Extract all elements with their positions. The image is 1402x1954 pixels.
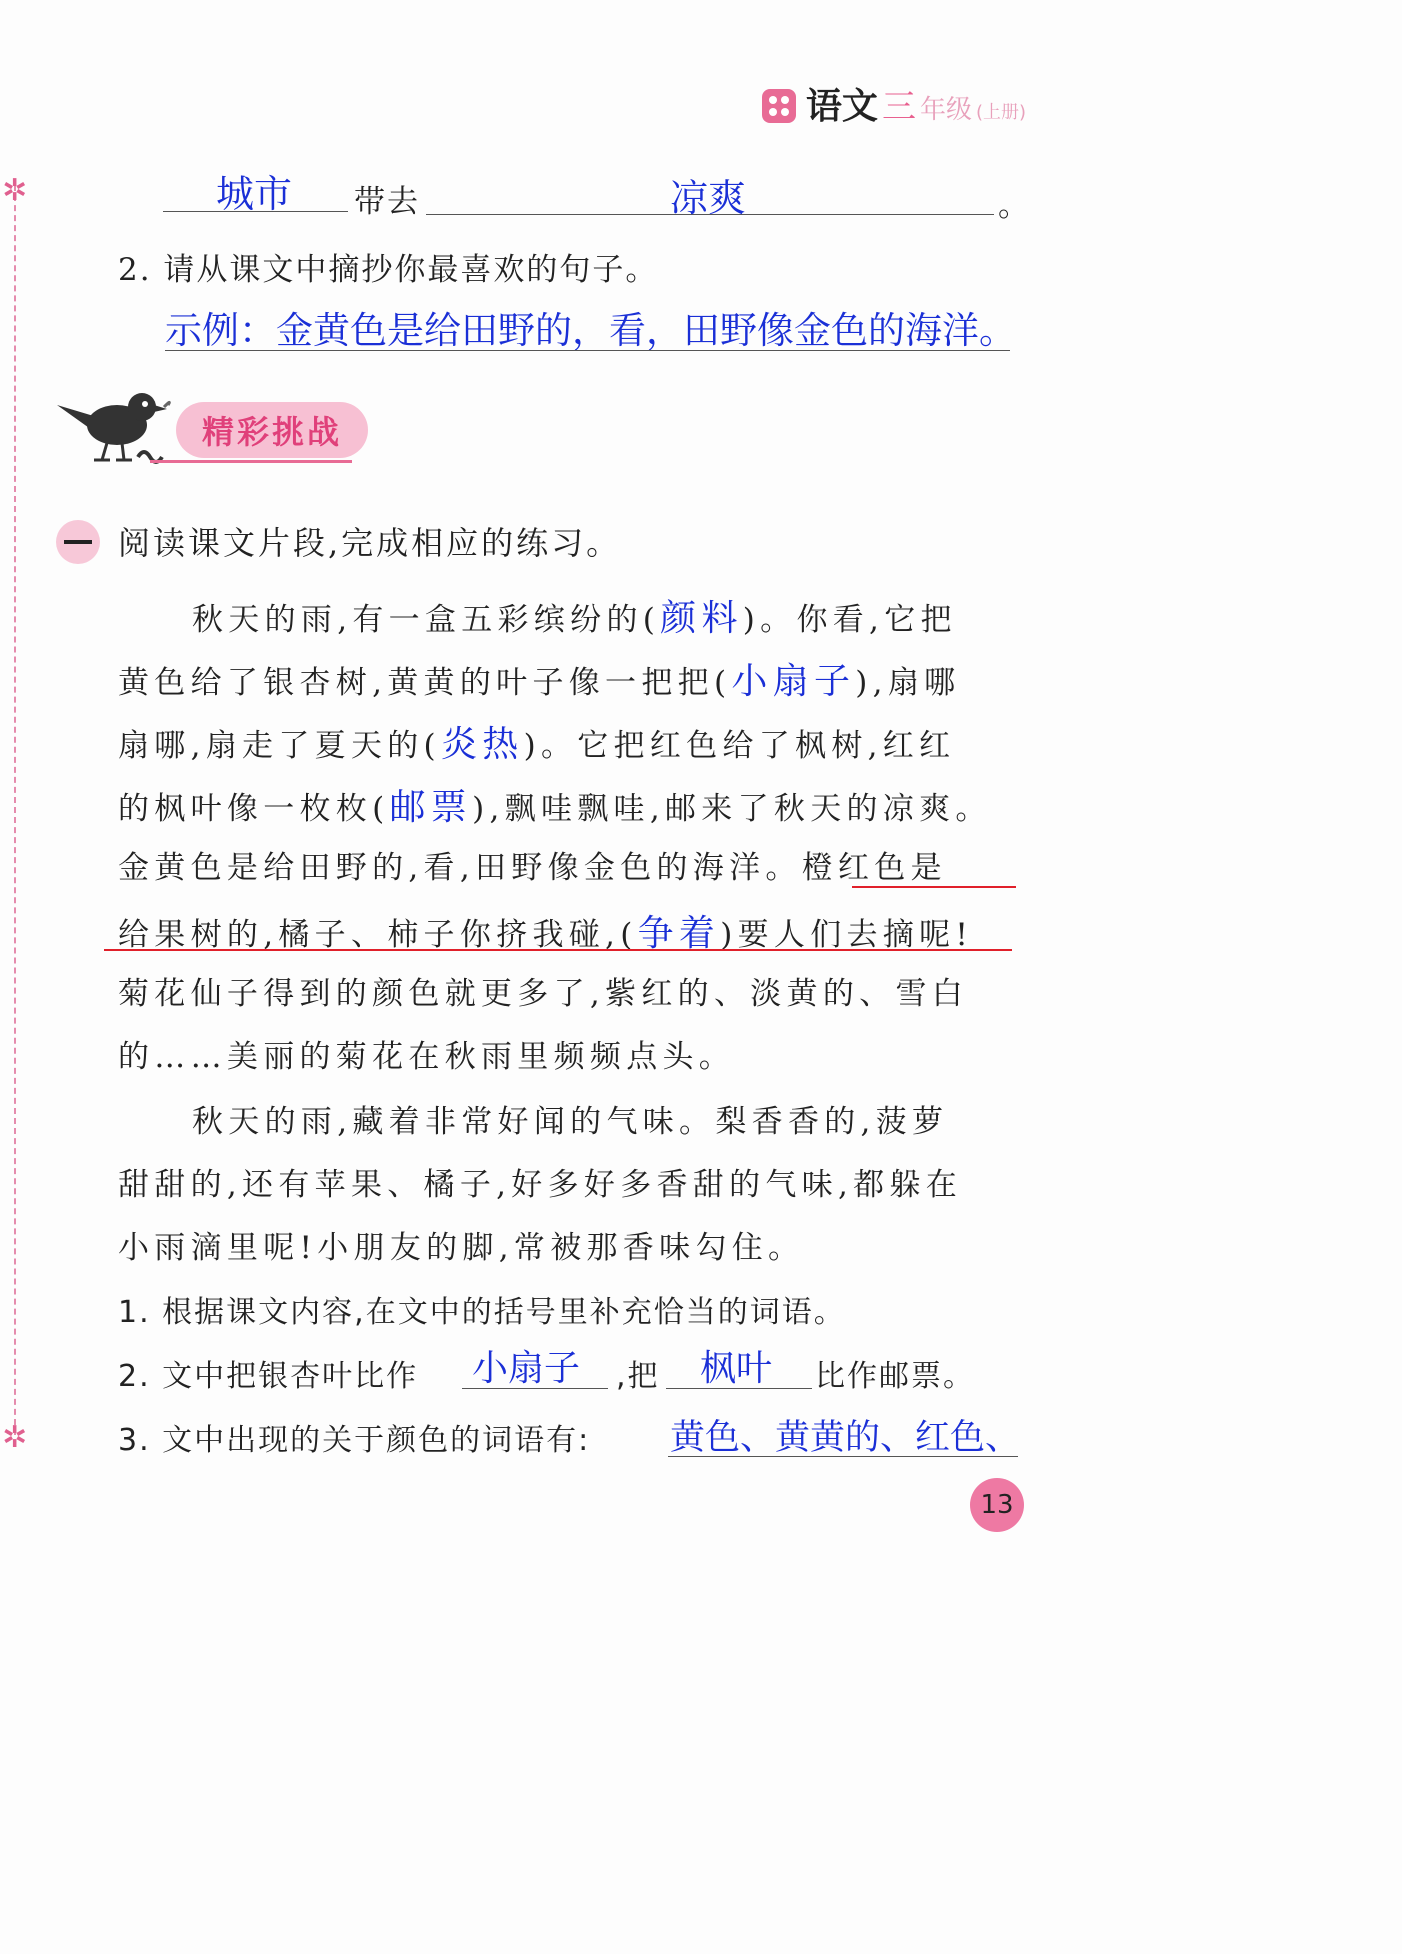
- period: 。: [998, 188, 1031, 224]
- section-instruction: 阅读课文片段,完成相应的练习。: [118, 524, 622, 562]
- passage-line: 秋天的雨,有一盒五彩缤纷的(颜料)。你看,它把: [192, 598, 957, 639]
- question-2-end: 比作邮票。: [815, 1359, 975, 1394]
- passage-line: 金黄色是给田野的,看,田野像金色的海洋。橙红色是: [118, 850, 947, 886]
- challenge-banner: 精彩挑战: [176, 402, 368, 458]
- blank-answer: 邮票: [389, 787, 473, 828]
- header-grade-number: 三: [881, 87, 916, 127]
- blank-answer: 争着: [637, 913, 721, 954]
- answer-fan: 小扇子: [472, 1348, 581, 1389]
- question-2-text: 2. 文中把银杏叶比作: [118, 1359, 419, 1394]
- page-number: 13: [970, 1478, 1024, 1532]
- blank-answer: 小扇子: [731, 661, 856, 702]
- header-subject: 语文: [805, 86, 878, 127]
- challenge-underline: [150, 460, 352, 463]
- question-1: 1. 根据课文内容,在文中的括号里补充恰当的词语。: [118, 1295, 846, 1330]
- passage-line: 菊花仙子得到的颜色就更多了,紫红的、淡黄的、雪白: [118, 976, 969, 1012]
- passage-line: 秋天的雨,藏着非常好闻的气味。梨香香的,菠萝: [192, 1104, 949, 1140]
- blank-answer: 颜料: [660, 598, 743, 639]
- question-3: 3. 文中出现的关于颜色的词语有:: [118, 1423, 591, 1458]
- answer-blank-line: [165, 350, 1010, 351]
- passage-line: 黄色给了银杏树,黄黄的叶子像一把把(小扇子),扇哪: [118, 661, 961, 702]
- passage-line: 给果树的,橘子、柿子你挤我碰,(争着)要人们去摘呢!: [118, 913, 974, 954]
- dice-logo-icon: [762, 89, 796, 123]
- connector-text: 带去: [354, 184, 420, 220]
- answer-city: 城市: [216, 172, 293, 216]
- flower-star-icon: ✲: [2, 173, 28, 208]
- red-underline: [852, 886, 1016, 888]
- passage-line: 的枫叶像一枚枚(邮票),飘哇飘哇,邮来了秋天的凉爽。: [118, 787, 992, 828]
- blank-answer: 炎热: [440, 724, 524, 765]
- red-underline: [104, 949, 1012, 951]
- page-header: [762, 78, 1026, 129]
- passage-line: 甜甜的,还有苹果、橘子,好多好多香甜的气味,都躲在: [118, 1167, 963, 1203]
- section-number-badge: [56, 520, 100, 564]
- question-2: 2. 请从课文中摘抄你最喜欢的句子。: [118, 252, 659, 288]
- flower-star-icon: ✲: [2, 1420, 28, 1455]
- question-2-comma: ,把: [616, 1359, 660, 1394]
- answer-cool: 凉爽: [670, 176, 747, 220]
- answer-colors: 黄色、黄黄的、红色、: [670, 1418, 1021, 1458]
- passage-line: 的……美丽的菊花在秋雨里频频点头。: [118, 1039, 736, 1075]
- passage-line: 小雨滴里呢!小朋友的脚,常被那香味勾住。: [118, 1230, 805, 1266]
- bird-with-worm-icon: [52, 385, 177, 470]
- answer-maple-leaf: 枫叶: [700, 1348, 773, 1389]
- header-grade: 年级: [919, 95, 972, 125]
- passage-line: 扇哪,扇走了夏天的(炎热)。它把红色给了枫树,红红: [118, 724, 956, 765]
- left-dashed-border: [14, 185, 16, 1435]
- answer-blank-line: [668, 1456, 1018, 1457]
- answer-sentence: 示例：金黄色是给田野的，看，田野像金色的海洋。: [165, 309, 1016, 352]
- header-volume: (上册): [975, 102, 1026, 123]
